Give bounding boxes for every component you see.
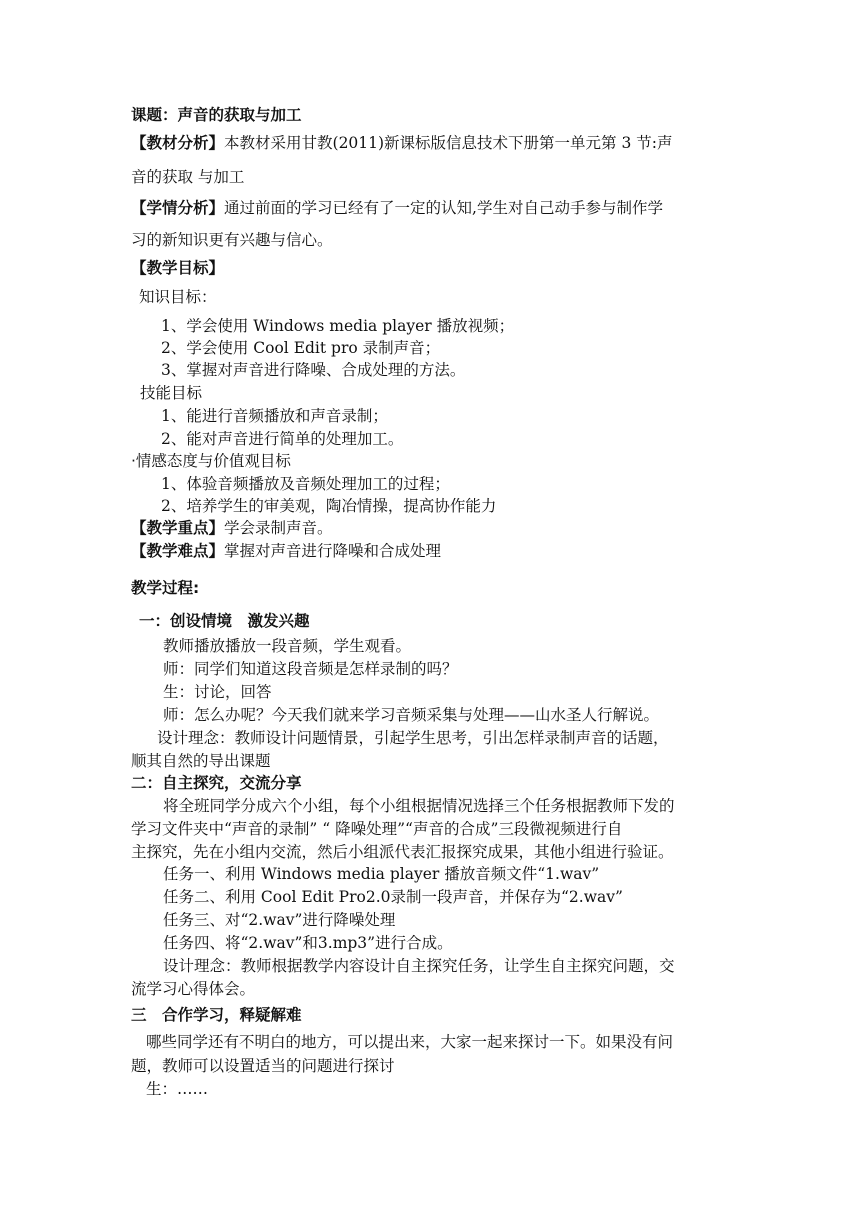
- attitude-goals-title: ·情感态度与价值观目标: [131, 452, 291, 470]
- section2-para-line3: 主探究，先在小组内交流，然后小组派代表汇报探究成果，其他小组进行验证。: [131, 843, 674, 861]
- attitude-goal-item: 1、体验音频播放及音频处理加工的过程；: [161, 475, 450, 493]
- section1-line: 教师播放播放一段音频，学生观看。: [163, 637, 412, 655]
- student-analysis-text: 通过前面的学习已经有了一定的认知,学生对自己动手参与制作学: [224, 199, 663, 217]
- difficult-point-text: 掌握对声音进行降噪和合成处理: [224, 542, 442, 560]
- section3-title: 三 合作学习，释疑解难: [131, 1006, 302, 1024]
- knowledge-goal-item: 3、掌握对声音进行降噪、合成处理的方法。: [161, 361, 466, 379]
- key-point-label: 【教学重点】: [131, 519, 225, 537]
- skill-goal-item: 1、能进行音频播放和声音录制；: [161, 407, 388, 425]
- key-point-text: 学会录制声音。: [224, 519, 333, 537]
- knowledge-goal-item: 1、学会使用 Windows media player 播放视频；: [161, 317, 515, 335]
- attitude-goal-item: 2、培养学生的审美观，陶冶情操，提高协作能力: [161, 497, 497, 515]
- section1-title: 一：创设情境 激发兴趣: [139, 612, 310, 630]
- student-analysis-label: 【学情分析】: [131, 199, 225, 217]
- material-analysis-label: 【教材分析】: [131, 134, 225, 152]
- task-item: 任务三、对“2.wav”进行降噪处理: [163, 911, 396, 929]
- skill-goals-title: 技能目标: [140, 384, 203, 402]
- section3-para-line2: 题，教师可以设置适当的问题进行探讨: [131, 1057, 395, 1075]
- lesson-title: 课题：声音的获取与加工: [131, 106, 302, 124]
- material-analysis-line1: [131, 131, 673, 155]
- material-analysis-text: 本教材采用甘教(2011)新课标版信息技术下册第一单元第 3 节:声: [224, 134, 673, 152]
- section1-line: 生：讨论，回答: [163, 683, 272, 701]
- section3-student-line: 生：……: [146, 1080, 209, 1098]
- process-title: 教学过程:: [131, 579, 200, 597]
- section2-para-line2: 学习文件夹中“声音的录制” “ 降噪处理”“声音的合成”三段微视频进行自: [131, 820, 623, 838]
- section1-line: 师：怎么办呢？今天我们就来学习音频采集与处理——山水圣人行解说。: [163, 706, 660, 724]
- knowledge-goals-title: 知识目标：: [139, 288, 217, 306]
- section2-design-line1: 设计理念：教师根据教学内容设计自主探究任务，让学生自主探究问题，交: [163, 957, 675, 975]
- section1-line: 师：同学们知道这段音频是怎样录制的吗？: [163, 660, 458, 678]
- section3-para-line1: 哪些同学还有不明白的地方，可以提出来，大家一起来探讨一下。如果没有问: [146, 1033, 674, 1051]
- task-item: 任务二、利用 Cool Edit Pro2.0录制一段声音，并保存为“2.wav”: [163, 888, 623, 906]
- task-item: 任务四、将“2.wav”和3.mp3”进行合成。: [163, 934, 453, 952]
- difficult-point-label: 【教学难点】: [131, 542, 225, 560]
- section2-design-line2: 流学习心得体会。: [131, 980, 256, 998]
- skill-goal-item: 2、能对声音进行简单的处理加工。: [161, 430, 404, 448]
- task-item: 任务一、利用 Windows media player 播放音频文件“1.wav”: [163, 865, 600, 883]
- student-analysis-line2: 习的新知识更有兴趣与信心。: [131, 231, 333, 249]
- section2-para-line1: 将全班同学分成六个小组，每个小组根据情况选择三个任务根据教师下发的: [163, 797, 675, 815]
- student-analysis-line1: [131, 196, 663, 220]
- section1-design-line1: 设计理念：教师设计问题情景，引起学生思考，引出怎样录制声音的话题，: [157, 729, 669, 747]
- key-point: [131, 516, 333, 540]
- section2-title: 二：自主探究，交流分享: [131, 774, 302, 792]
- material-analysis-line2: 音的获取 与加工: [131, 168, 245, 186]
- section1-design-line2: 顺其自然的导出课题: [131, 752, 271, 770]
- knowledge-goal-item: 2、学会使用 Cool Edit pro 录制声音；: [161, 339, 441, 357]
- difficult-point: [131, 539, 441, 563]
- teaching-goals-heading: 【教学目标】: [131, 259, 225, 277]
